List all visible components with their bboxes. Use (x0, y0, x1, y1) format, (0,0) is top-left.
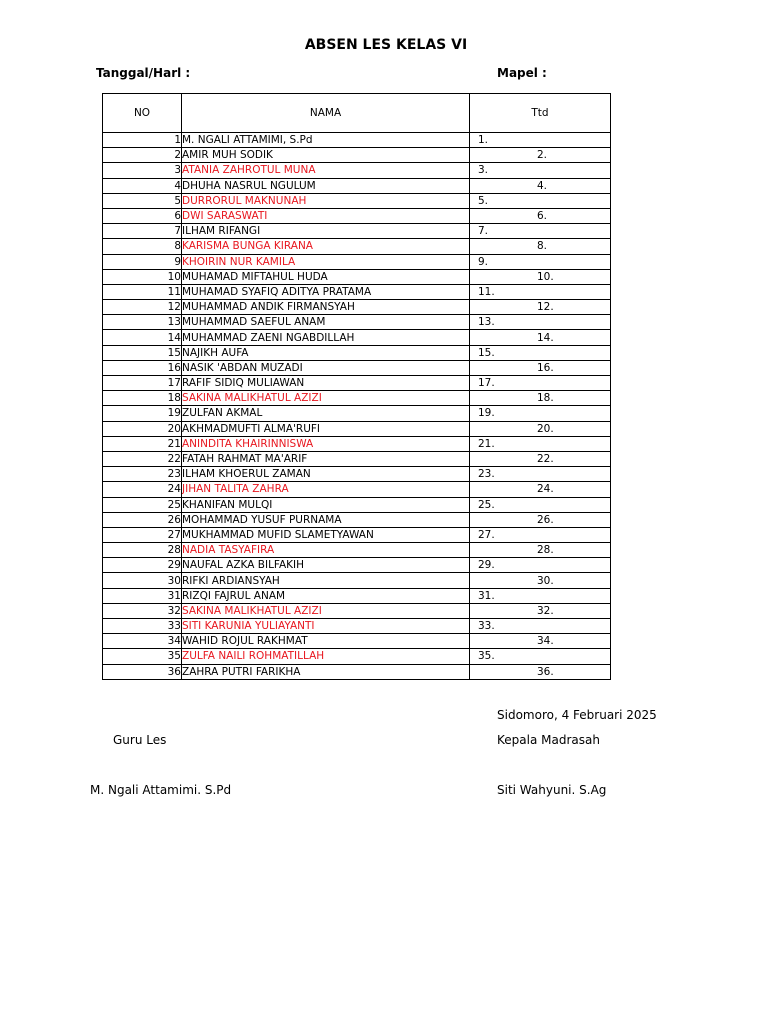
student-name: NASIK 'ABDAN MUZADI (182, 360, 470, 375)
student-name: ANINDITA KHAIRINNISWA (182, 436, 470, 451)
signature-cell[interactable]: 35. (470, 649, 611, 664)
row-number: 10 (103, 269, 182, 284)
table-row (103, 619, 611, 634)
student-name: RAFIF SIDIQ MULIAWAN (182, 376, 470, 391)
table-row (103, 133, 611, 148)
signature-cell[interactable]: 36. (470, 664, 611, 679)
row-number: 6 (103, 208, 182, 223)
row-number: 31 (103, 588, 182, 603)
student-name: JIHAN TALITA ZAHRA (182, 482, 470, 497)
signature-cell[interactable]: 33. (470, 619, 611, 634)
subject-label: Mapel : (497, 66, 547, 80)
student-name: ZAHRA PUTRI FARIKHA (182, 664, 470, 679)
principal-name: Siti Wahyuni. S.Ag (497, 783, 607, 797)
table-row (103, 436, 611, 451)
student-name: NADIA TASYAFIRA (182, 543, 470, 558)
row-number: 15 (103, 345, 182, 360)
table-row (103, 163, 611, 178)
header-ttd: Ttd (470, 94, 611, 133)
teacher-role: Guru Les (113, 733, 167, 747)
student-name: SAKINA MALIKHATUL AZIZI (182, 603, 470, 618)
student-name: WAHID ROJUL RAKHMAT (182, 634, 470, 649)
row-number: 18 (103, 391, 182, 406)
signature-cell[interactable]: 8. (470, 239, 611, 254)
signature-cell[interactable]: 26. (470, 512, 611, 527)
student-name: DWI SARASWATI (182, 208, 470, 223)
signature-cell[interactable]: 5. (470, 193, 611, 208)
student-name: MUKHAMMAD MUFID SLAMETYAWAN (182, 527, 470, 542)
student-name: RIZQI FAJRUL ANAM (182, 588, 470, 603)
student-name: ZULFAN AKMAL (182, 406, 470, 421)
row-number: 19 (103, 406, 182, 421)
signature-cell[interactable]: 31. (470, 588, 611, 603)
row-number: 21 (103, 436, 182, 451)
table-row (103, 254, 611, 269)
signature-cell[interactable]: 27. (470, 527, 611, 542)
table-row (103, 543, 611, 558)
signature-cell[interactable]: 22. (470, 451, 611, 466)
table-row (103, 193, 611, 208)
student-name: MUHAMMAD SAEFUL ANAM (182, 315, 470, 330)
row-number: 12 (103, 300, 182, 315)
row-number: 4 (103, 178, 182, 193)
signature-cell[interactable]: 11. (470, 284, 611, 299)
signature-cell[interactable]: 28. (470, 543, 611, 558)
signature-cell[interactable]: 2. (470, 148, 611, 163)
student-name: NAUFAL AZKA BILFAKIH (182, 558, 470, 573)
student-name: KHANIFAN MULQI (182, 497, 470, 512)
table-row (103, 603, 611, 618)
student-name: AKHMADMUFTI ALMA'RUFI (182, 421, 470, 436)
row-number: 28 (103, 543, 182, 558)
student-name: MUHAMAD SYAFIQ ADITYA PRATAMA (182, 284, 470, 299)
signature-cell[interactable]: 13. (470, 315, 611, 330)
table-row (103, 573, 611, 588)
row-number: 8 (103, 239, 182, 254)
teacher-name: M. Ngali Attamimi. S.Pd (90, 783, 232, 797)
student-name: MUHAMMAD ANDIK FIRMANSYAH (182, 300, 470, 315)
table-row (103, 148, 611, 163)
student-name: KARISMA BUNGA KIRANA (182, 239, 470, 254)
signature-cell[interactable]: 10. (470, 269, 611, 284)
signature-cell[interactable]: 7. (470, 224, 611, 239)
row-number: 16 (103, 360, 182, 375)
signature-cell[interactable]: 18. (470, 391, 611, 406)
signature-cell[interactable]: 15. (470, 345, 611, 360)
signature-cell[interactable]: 23. (470, 467, 611, 482)
signature-cell[interactable]: 9. (470, 254, 611, 269)
table-row (103, 467, 611, 482)
signature-cell[interactable]: 34. (470, 634, 611, 649)
student-name: RIFKI ARDIANSYAH (182, 573, 470, 588)
row-number: 30 (103, 573, 182, 588)
signature-cell[interactable]: 24. (470, 482, 611, 497)
signature-cell[interactable]: 30. (470, 573, 611, 588)
row-number: 14 (103, 330, 182, 345)
student-name: KHOIRIN NUR KAMILA (182, 254, 470, 269)
table-row (103, 360, 611, 375)
signature-cell[interactable]: 25. (470, 497, 611, 512)
place-date: Sidomoro, 4 Februari 2025 (497, 708, 657, 722)
table-row (103, 527, 611, 542)
row-number: 17 (103, 376, 182, 391)
table-row (103, 345, 611, 360)
row-number: 33 (103, 619, 182, 634)
table-row (103, 558, 611, 573)
row-number: 27 (103, 527, 182, 542)
row-number: 26 (103, 512, 182, 527)
row-number: 3 (103, 163, 182, 178)
student-name: FATAH RAHMAT MA'ARIF (182, 451, 470, 466)
student-name: SITI KARUNIA YULIAYANTI (182, 619, 470, 634)
signature-cell[interactable]: 1. (470, 133, 611, 148)
row-number: 23 (103, 467, 182, 482)
row-number: 24 (103, 482, 182, 497)
table-row (103, 512, 611, 527)
signature-cell[interactable]: 20. (470, 421, 611, 436)
student-name: SAKINA MALIKHATUL AZIZI (182, 391, 470, 406)
table-row (103, 284, 611, 299)
header-nama: NAMA (182, 94, 470, 133)
table-row (103, 208, 611, 223)
table-row (103, 315, 611, 330)
student-name: MUHAMMAD ZAENI NGABDILLAH (182, 330, 470, 345)
student-name: ILHAM KHOERUL ZAMAN (182, 467, 470, 482)
row-number: 11 (103, 284, 182, 299)
row-number: 36 (103, 664, 182, 679)
signature-cell[interactable]: 3. (470, 163, 611, 178)
table-header-row (103, 94, 611, 133)
student-name: ATANIA ZAHROTUL MUNA (182, 163, 470, 178)
signature-cell[interactable]: 32. (470, 603, 611, 618)
row-number: 25 (103, 497, 182, 512)
student-name: M. NGALI ATTAMIMI, S.Pd (182, 133, 470, 148)
row-number: 7 (103, 224, 182, 239)
student-name: NAJIKH AUFA (182, 345, 470, 360)
table-row (103, 406, 611, 421)
table-row (103, 421, 611, 436)
table-row (103, 391, 611, 406)
table-row (103, 634, 611, 649)
row-number: 20 (103, 421, 182, 436)
table-row (103, 451, 611, 466)
signature-cell[interactable]: 21. (470, 436, 611, 451)
row-number: 1 (103, 133, 182, 148)
date-label: Tanggal/Harl : (96, 66, 191, 80)
student-name: ZULFA NAILI ROHMATILLAH (182, 649, 470, 664)
student-name: AMIR MUH SODIK (182, 148, 470, 163)
signature-cell[interactable]: 12. (470, 300, 611, 315)
table-row (103, 178, 611, 193)
row-number: 35 (103, 649, 182, 664)
signature-cell[interactable]: 17. (470, 376, 611, 391)
student-name: MUHAMAD MIFTAHUL HUDA (182, 269, 470, 284)
student-name: DHUHA NASRUL NGULUM (182, 178, 470, 193)
signature-cell[interactable]: 16. (470, 360, 611, 375)
student-name: ILHAM RIFANGI (182, 224, 470, 239)
signature-cell[interactable]: 29. (470, 558, 611, 573)
row-number: 29 (103, 558, 182, 573)
table-row (103, 497, 611, 512)
attendance-table (102, 93, 611, 680)
student-name: MOHAMMAD YUSUF PURNAMA (182, 512, 470, 527)
table-row (103, 664, 611, 679)
signature-cell[interactable]: 19. (470, 406, 611, 421)
signature-cell[interactable]: 4. (470, 178, 611, 193)
student-name: DURRORUL MAKNUNAH (182, 193, 470, 208)
table-row (103, 330, 611, 345)
document-title: ABSEN LES KELAS VI (304, 37, 468, 53)
table-row (103, 649, 611, 664)
table-row (103, 588, 611, 603)
table-row (103, 300, 611, 315)
table-row (103, 376, 611, 391)
row-number: 22 (103, 451, 182, 466)
row-number: 34 (103, 634, 182, 649)
header-no: NO (103, 94, 182, 133)
table-row (103, 269, 611, 284)
row-number: 13 (103, 315, 182, 330)
table-row (103, 224, 611, 239)
table-row (103, 239, 611, 254)
row-number: 2 (103, 148, 182, 163)
table-row (103, 482, 611, 497)
row-number: 9 (103, 254, 182, 269)
signature-cell[interactable]: 6. (470, 208, 611, 223)
principal-role: Kepala Madrasah (497, 733, 600, 747)
signature-cell[interactable]: 14. (470, 330, 611, 345)
row-number: 5 (103, 193, 182, 208)
row-number: 32 (103, 603, 182, 618)
